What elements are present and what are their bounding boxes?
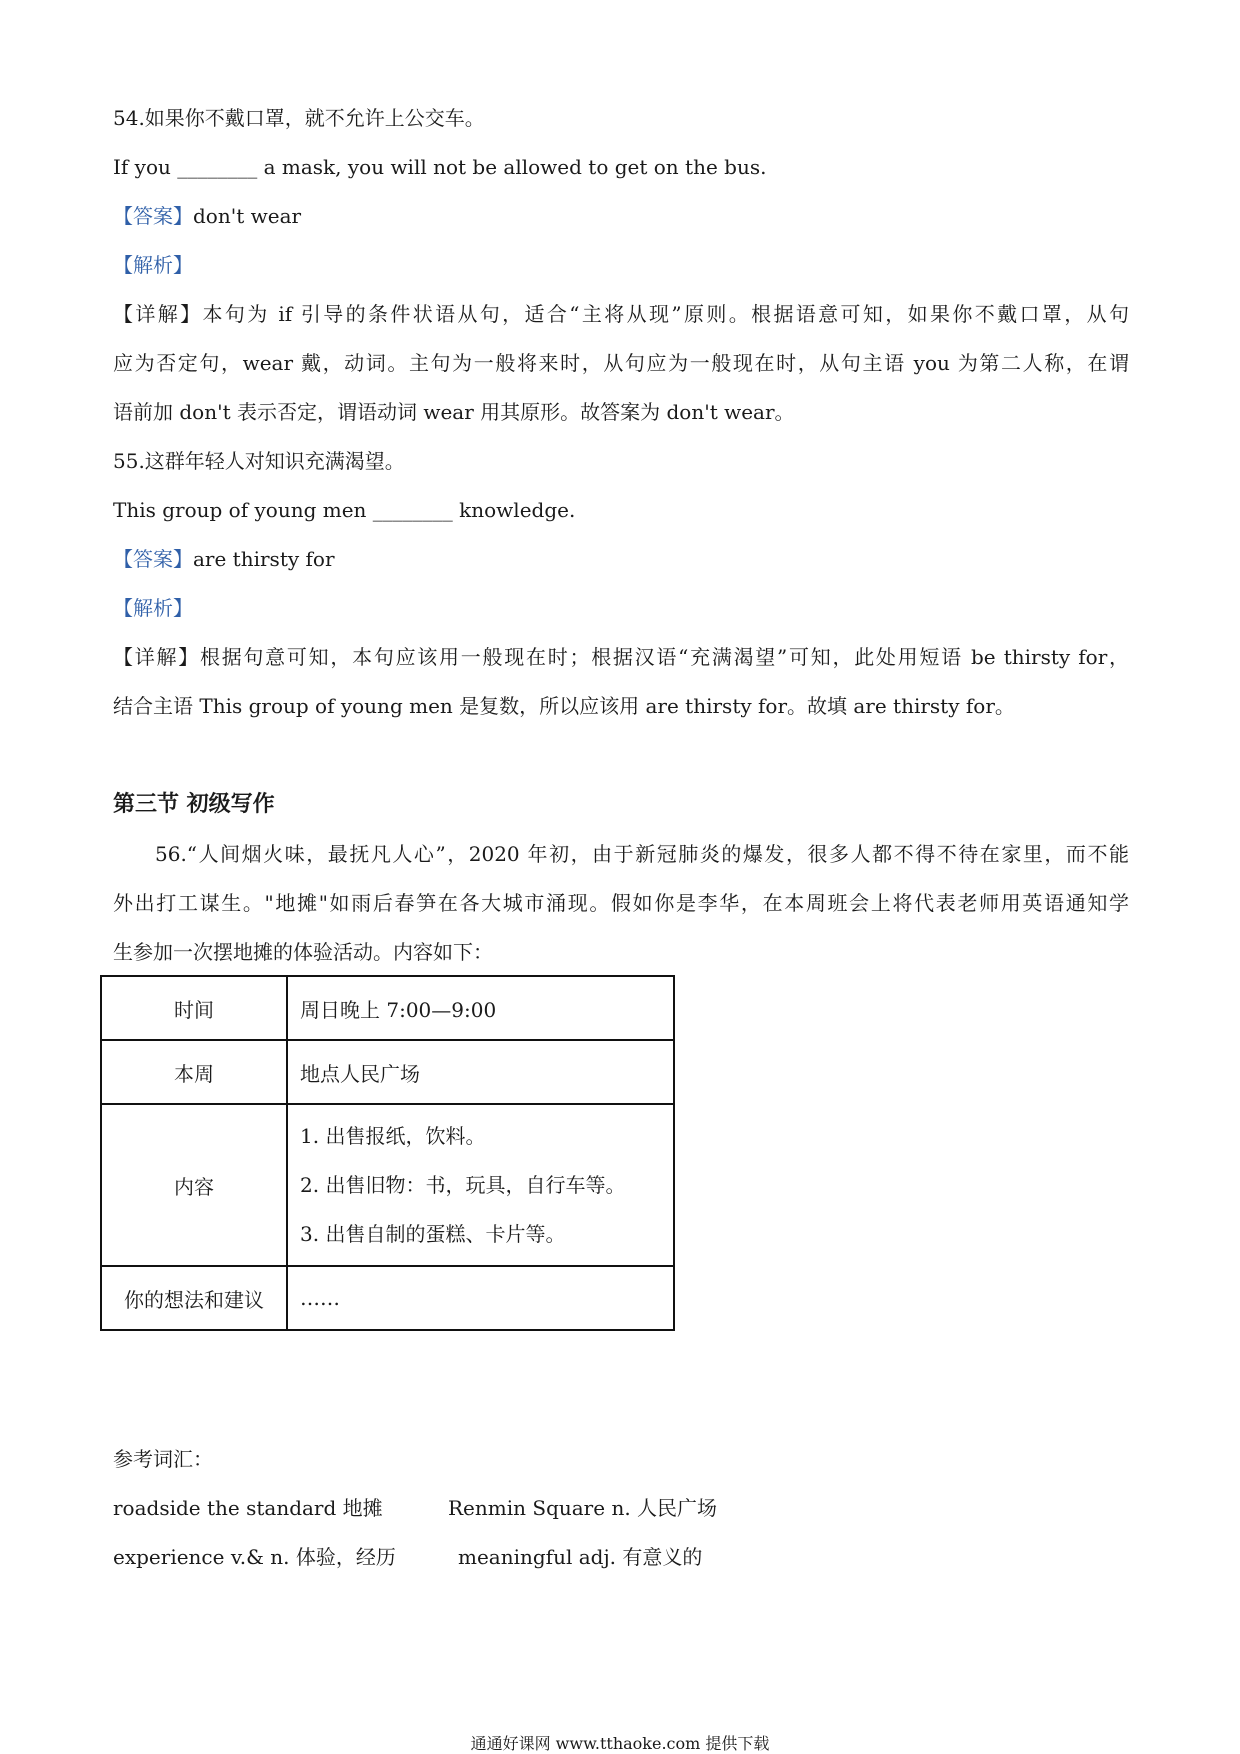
table-key: 时间 bbox=[101, 976, 287, 1040]
activity-table bbox=[100, 975, 675, 1331]
vocab-label: 参考词汇： bbox=[113, 1447, 213, 1471]
table-value: …… bbox=[287, 1266, 674, 1330]
detail-label: 【详解】 bbox=[113, 645, 200, 669]
q54-detail-line2: 应为否定句，wear 戴，动词。主句为一般将来时，从句应为一般现在时，从句主语 you 为第二人称，在谓 bbox=[113, 351, 1129, 375]
q55-analysis-label: 【解析】 bbox=[113, 596, 193, 620]
q54-prompt: 54.如果你不戴口罩，就不允许上公交车。 bbox=[113, 106, 485, 130]
vocab-item: roadside the standard 地摊 bbox=[113, 1496, 383, 1520]
detail-label: 【详解】 bbox=[113, 302, 203, 326]
list-item: 2. 出售旧物：书，玩具，自行车等。 bbox=[300, 1172, 626, 1197]
table-value: 周日晚上 7:00—9:00 bbox=[287, 976, 674, 1040]
list-item: 1. 出售报纸，饮料。 bbox=[300, 1123, 486, 1148]
page-footer: 通通好课网 www.tthaoke.com 提供下载 bbox=[470, 1734, 770, 1753]
q54-analysis-label: 【解析】 bbox=[113, 253, 193, 277]
vocab-item: experience v.& n. 体验，经历 bbox=[113, 1545, 396, 1569]
q55-detail-line2: 结合主语 This group of young men 是复数，所以应该用 are thirsty for。故填 are thirsty for。 bbox=[113, 694, 1015, 718]
answer-label: 【答案】 bbox=[113, 547, 193, 571]
table-row bbox=[101, 1104, 674, 1266]
answer-text: are thirsty for bbox=[193, 547, 335, 571]
table-key: 本周 bbox=[101, 1040, 287, 1104]
q56-line2: 外出打工谋生。"地摊"如雨后春笋在各大城市涌现。假如你是李华，在本周班会上将代表老师用英语通知学 bbox=[113, 891, 1129, 915]
table-row bbox=[101, 976, 674, 1040]
q55-answer bbox=[113, 545, 335, 573]
vocab-item: meaningful adj. 有意义的 bbox=[458, 1545, 703, 1569]
table-row bbox=[101, 1040, 674, 1104]
q54-detail-line3: 语前加 don't 表示否定，谓语动词 wear 用其原形。故答案为 don't wear。 bbox=[113, 400, 795, 424]
table-value: 地点人民广场 bbox=[287, 1040, 674, 1104]
q55-prompt: 55.这群年轻人对知识充满渴望。 bbox=[113, 449, 405, 473]
q55-detail-line1: 【详解】根据句意可知，本句应该用一般现在时；根据汉语“充满渴望”可知，此处用短语 be thirsty for， bbox=[113, 645, 1130, 669]
q54-detail-line1: 【详解】本句为 if 引导的条件状语从句，适合“主将从现”原则。根据语意可知，如果你不戴口罩，从句 bbox=[113, 302, 1129, 326]
answer-label: 【答案】 bbox=[113, 204, 193, 228]
table-key: 内容 bbox=[101, 1104, 287, 1266]
q54-answer bbox=[113, 202, 301, 230]
table-key: 你的想法和建议 bbox=[101, 1266, 287, 1330]
vocab-item: Renmin Square n. 人民广场 bbox=[448, 1496, 718, 1520]
list-item: 3. 出售自制的蛋糕、卡片等。 bbox=[300, 1221, 566, 1246]
q56-line1: 56.“人间烟火味，最抚凡人心”，2020 年初，由于新冠肺炎的爆发，很多人都不得不待在家里，而不能 bbox=[155, 842, 1129, 866]
q54-sentence: If you ________ a mask, you will not be allowed to get on the bus. bbox=[113, 155, 767, 179]
table-value-list bbox=[287, 1104, 674, 1266]
table-row bbox=[101, 1266, 674, 1330]
answer-text: don't wear bbox=[193, 204, 302, 228]
section-heading: 第三节 初级写作 bbox=[113, 792, 275, 817]
q55-sentence: This group of young men ________ knowledge. bbox=[113, 498, 576, 522]
q56-line3: 生参加一次摆地摊的体验活动。内容如下： bbox=[113, 940, 493, 964]
